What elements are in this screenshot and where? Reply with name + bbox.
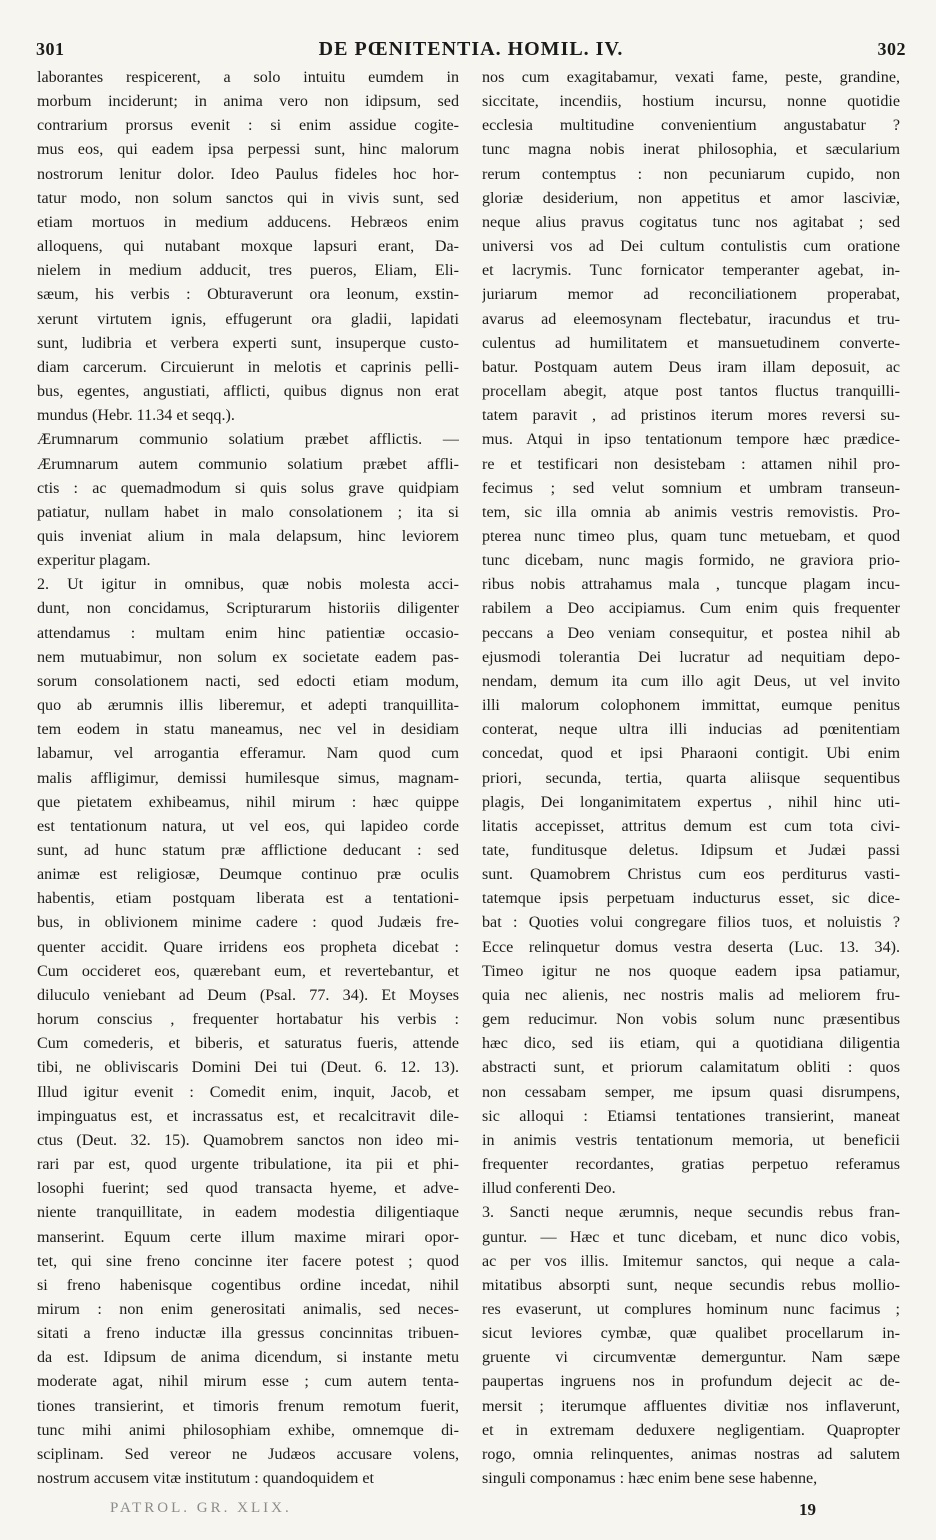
text-line: et lacrymis. Tunc fornicator temperanter agebat, in- xyxy=(482,262,900,280)
text-line: tunc dicebam, nunc magis formido, ne graviora prio- xyxy=(482,552,900,570)
text-line: litatis accepisset, attritus demum est cum tota civi- xyxy=(482,817,900,835)
text-line: in animis vestris tentationum memoria, ut beneficii xyxy=(482,1131,900,1149)
text-line: nem mutuabimur, non solum ex societate eadem pas- xyxy=(37,648,459,666)
text-line: abstracti sunt, et priorum calamitatum obliti : quos xyxy=(482,1059,900,1077)
text-line: singuli componamus : hæc enim bene sese habenne, xyxy=(482,1470,818,1488)
text-line: sorum consolationem nacti, sed edocti etiam modum, xyxy=(37,672,459,690)
text-line: patiatur, nullam habet in malo consolationem ; ita si xyxy=(37,503,459,521)
text-line: gruente vi circumventæ demerguntur. Nam sæpe xyxy=(482,1349,900,1367)
text-line: ejusmodi tolerantia Dei lucratur ad nequitiam depo- xyxy=(482,648,900,666)
text-line: tatur modo, non solum sanctos qui in vivis sunt, sed xyxy=(37,189,459,207)
text-line: gem reducimur. Non vobis solum nunc præsentibus xyxy=(482,1011,900,1029)
text-line: Illud igitur evenit : Comedit enim, inquit, Jacob, et xyxy=(37,1083,459,1101)
text-line: quo ab ærumnis illis liberemur, et adepti tranquillita- xyxy=(37,697,459,715)
text-line: paupertas ingruens nos in profundum dejecit ac de- xyxy=(482,1373,900,1391)
text-line: hæc dico, sed iis etiam, qui a quotidiana diligentia xyxy=(482,1035,900,1053)
text-line: impinguatus est, et incrassatus est, et recalcitravit dile- xyxy=(37,1107,459,1125)
text-line: bus, egentes, angustiati, afflicti, quibus dignus non erat xyxy=(37,383,459,401)
text-line: Timeo igitur ne nos quoque eadem ipsa patiamur, xyxy=(482,962,900,980)
text-line: res evaserunt, ut complures hominum nunc facimus ; xyxy=(482,1300,900,1318)
text-line: tem, sic illa omnia ab animis vestris removistis. Pro- xyxy=(482,503,900,521)
text-line: morbum inciderunt; in anima vero non idipsum, sed xyxy=(37,93,459,111)
text-line: nendam, demum ita cum illo agit Deus, ut vel invito xyxy=(482,672,900,690)
text-line: rari par est, quod urgente tribulatione, ita pii et phi- xyxy=(37,1156,459,1174)
text-line: Ærumnarum autem communio solatium præbet affli- xyxy=(37,455,459,473)
text-line: que pietatem exhibeamus, nihil mirum : hæc quippe xyxy=(37,793,459,811)
text-line: gloriæ desiderium, non appetitus et amor lasciviæ, xyxy=(482,189,900,207)
text-line: tem eodem in statu maneamus, nec vel in desidiam xyxy=(37,721,459,739)
text-line: Cum comederis, et biberis, et saturatus fueris, attende xyxy=(37,1035,459,1053)
text-line: illi malorum colophonem immittat, eumque penitus xyxy=(482,697,900,715)
text-line: Ecce relinquetur domus vestra deserta (Luc. 13. 34). xyxy=(482,938,900,956)
text-line: guntur. — Hæc et tunc dicebam, et nunc dico vobis, xyxy=(482,1228,900,1246)
page-number-right: 302 xyxy=(877,38,906,59)
text-line: nostrum accusem vitæ institutum : quandoquidem et xyxy=(37,1470,375,1488)
text-line: sitati a freno inductæ illa gressus concinnitas tribuen- xyxy=(37,1325,459,1343)
text-line: niente tranquillitate, in eadem modestia diligentiaque xyxy=(37,1204,459,1222)
text-line: sunt. Quamobrem Christus cum eos perditurus vasti- xyxy=(482,866,900,884)
text-line: dunt, non concidamus, Scripturarum historiis diligenter xyxy=(37,600,459,618)
text-line: ribus nobis attrahamus mala , tuncque plagam incu- xyxy=(482,576,900,594)
text-line: quia nec alienis, nec nostris malis ad meliorem fru- xyxy=(482,986,900,1004)
left-column xyxy=(37,66,459,1491)
text-line: experitur plagam. xyxy=(37,552,151,570)
text-line: sunt, ad hunc statum præ afflictione deducant : sed xyxy=(37,842,459,859)
text-line: et in extremam deduxere negligentiam. Quapropter xyxy=(482,1421,900,1439)
text-line: da est. Idipsum de anima dicendum, si instante metu xyxy=(37,1349,459,1367)
text-line: tibi, ne obliviscaris Domini Dei tui (Deut. 6. 12. 13). xyxy=(37,1059,459,1077)
text-line: labamur, vel arrogantia efferamur. Nam quod cum xyxy=(37,745,459,763)
text-line: moderate agat, nihil mirum esse ; cum autem tenta- xyxy=(37,1373,459,1391)
text-line: re et testificari non desistebam : attamen nihil pro- xyxy=(482,455,900,473)
text-line: ecclesia multitudine convenientium angustabatur ? xyxy=(482,117,900,135)
text-line: mundus (Hebr. 11.34 et seqq.). xyxy=(37,407,235,425)
text-line: pterea nunc timeo plus, quam tunc metuebam, et quod xyxy=(482,527,900,545)
text-line: ctus (Deut. 32. 15). Quamobrem sanctos non ideo mi- xyxy=(37,1131,459,1149)
text-line: habentis, etiam postquam liberata est a tentationi- xyxy=(37,890,459,908)
text-line: conterat, neque ultra illi inducias ad pœnitentiam xyxy=(482,721,900,739)
text-line: nos cum exagitabamur, vexati fame, peste, grandine, xyxy=(482,69,900,86)
text-line: mersit ; iterumque affluentes divitiæ nos inflaverunt, xyxy=(482,1397,900,1415)
printer-signature: PATROL. GR. XLIX. xyxy=(110,1500,292,1516)
text-line: attendamus : multam enim hinc patientiæ occasio- xyxy=(37,624,459,642)
text-line: est tentationum natura, ut vel eos, qui lapideo corde xyxy=(37,817,459,835)
text-line: horum conscius , frequenter hortabatur his verbis : xyxy=(37,1011,459,1029)
text-line: procellam abegit, atque post tantos fluctus tranquilli- xyxy=(482,383,900,401)
page-footer xyxy=(110,1500,816,1524)
text-line: etiam mortuos in medium adducens. Hebræos enim xyxy=(37,213,459,231)
text-line: batur. Postquam autem Deus iram illam deposuit, ac xyxy=(482,358,900,376)
text-line: rerum contemptus : non pecuniarum cupido, non xyxy=(482,165,900,183)
text-line: culentus ad humilitatem et mansuetudinem converte- xyxy=(482,334,900,352)
text-line: losophi fuerint; sed quod transacta hyeme, et adve- xyxy=(37,1180,459,1198)
text-line: ac per vos illis. Imitemur sanctos, qui neque a cala- xyxy=(482,1252,900,1270)
text-line: contrarium prorsus evenit : si enim assidue cogite- xyxy=(37,117,459,135)
text-line: non cessabam semper, me ipsum quasi disrumpens, xyxy=(482,1083,900,1101)
text-line: mus. Atqui in ipso tentationum tempore hæc prædice- xyxy=(482,431,900,449)
text-line: bus, in oblivionem minime cadere : quod Judæis fre- xyxy=(37,914,459,932)
text-line: frequenter recordantes, gratias perpetuo referamus xyxy=(482,1156,900,1174)
text-line: ctis : ac quemadmodum si quis solus grave quidpiam xyxy=(37,479,459,497)
text-line: sicut leviores cymbæ, quæ qualibet procellarum in- xyxy=(482,1325,900,1343)
running-header xyxy=(36,36,906,62)
text-line: mirum : non enim generositati animalis, sed neces- xyxy=(37,1300,459,1318)
text-line: nostrorum lenitur dolor. Ideo Paulus fideles hoc hor- xyxy=(37,165,459,183)
text-line: plagis, Dei longanimitatem expertus , nihil hinc uti- xyxy=(482,793,900,811)
text-line: xerunt virtutem ignis, effugerunt ora gladii, lapidati xyxy=(37,310,459,328)
text-line: tunc magna nobis inerat philosophia, et sæcularium xyxy=(482,141,900,159)
text-line: sciplinam. Sed vereor ne Judæos accusare volens, xyxy=(37,1445,459,1463)
text-line: neque alius pravus cogitatus tunc nos agitabat ; sed xyxy=(482,213,900,231)
text-line: tet, qui sine freno concinne iter facere potest ; quod xyxy=(37,1252,459,1270)
text-line: bat : Quoties volui congregare filios tuos, et noluistis ? xyxy=(482,914,900,932)
text-line: diluculo veniebant ad Deum (Psal. 77. 34). Et Moyses xyxy=(37,986,459,1004)
text-line: alloquens, qui nutabant moxque lapsuri erant, Da- xyxy=(37,238,459,256)
text-line: 2. Ut igitur in omnibus, quæ nobis molesta acci- xyxy=(37,576,459,594)
text-line: juriarum memor ad reconciliationem properabat, xyxy=(482,286,900,304)
text-line: tate, funditusque deletus. Idipsum et Judæi passi xyxy=(482,842,900,859)
text-line: laborantes respicerent, a solo intuitu eumdem in xyxy=(37,69,459,86)
text-line: priori, secunda, tertia, quarta aliisque sequentibus xyxy=(482,769,900,787)
text-line: mitatibus absorpti sunt, neque secundis rebus mollio- xyxy=(482,1276,900,1294)
text-line: mus eos, qui eadem ipsa perpessi sunt, hinc malorum xyxy=(37,141,459,159)
text-line: sic alloqui : Etiamsi tentationes transierint, maneat xyxy=(482,1107,900,1125)
text-line: quis inveniat alium in mala delapsum, hinc leviorem xyxy=(37,527,459,545)
right-column xyxy=(482,66,900,1491)
text-line: peccans a Deo veniam consequitur, et postea nihil ab xyxy=(482,624,900,642)
text-line: sunt, ludibria et verbera experti sunt, insuperque custo- xyxy=(37,334,459,352)
text-line: 3. Sancti neque ærumnis, neque secundis rebus fran- xyxy=(482,1204,900,1222)
text-line: tatemque ipsis perpetuam inducturus esset, sic dice- xyxy=(482,890,900,908)
text-line: siccitate, incendiis, hostium incursu, nonne quotidie xyxy=(482,93,900,111)
text-line: rabilem a Deo accipiamus. Cum enim quis frequenter xyxy=(482,600,900,618)
sheet-number: 19 xyxy=(799,1500,816,1519)
text-line: tunc mihi animi philosophiam exhibe, omnemque di- xyxy=(37,1421,459,1439)
text-line: rogo, omnia relinquentes, animas nostras ad salutem xyxy=(482,1445,900,1463)
text-line: sæum, his verbis : Obturaverunt ora leonum, exstin- xyxy=(37,286,459,304)
text-line: nielem in medium adducit, tres pueros, Eliam, Eli- xyxy=(37,262,459,280)
text-line: si freno habenisque cogentibus ordine incedat, nihil xyxy=(37,1276,459,1294)
text-line: quenter accidit. Quare irridens eos propheta dicebat : xyxy=(37,938,459,956)
text-line: illud conferenti Deo. xyxy=(482,1180,616,1198)
text-line: avarus ad eleemosynam flectebatur, iracundus et tru- xyxy=(482,310,900,328)
running-title: DE PŒNITENTIA. HOMIL. IV. xyxy=(318,37,624,60)
text-line: tatem paravit , ad pristinos iterum mores reversi su- xyxy=(482,407,900,425)
text-line: animæ est religiosæ, Deumque continuo præ oculis xyxy=(37,866,459,884)
text-line: concedat, quod et ipsi Pharaoni contigit. Ubi enim xyxy=(482,745,900,763)
text-line: Cum occideret eos, quærebant eum, et revertebantur, et xyxy=(37,962,459,980)
text-line: universi vos ad Dei cultum contulistis cum oratione xyxy=(482,238,900,256)
text-line: diam carcerum. Circuierunt in melotis et caprinis pelli- xyxy=(37,358,459,376)
text-line: manserint. Equum certe illum maxime mirari opor- xyxy=(37,1228,459,1246)
text-line: Ærumnarum communio solatium præbet afflictis. — xyxy=(37,431,459,449)
text-line: tiones transierint, et timoris frenum remotum fuerit, xyxy=(37,1397,459,1415)
page-number-left: 301 xyxy=(36,38,65,59)
text-line: malis affligimur, demissi humilesque simus, magnam- xyxy=(37,769,459,787)
text-line: fecimus ; sed velut somnium et umbram transeun- xyxy=(482,479,900,497)
